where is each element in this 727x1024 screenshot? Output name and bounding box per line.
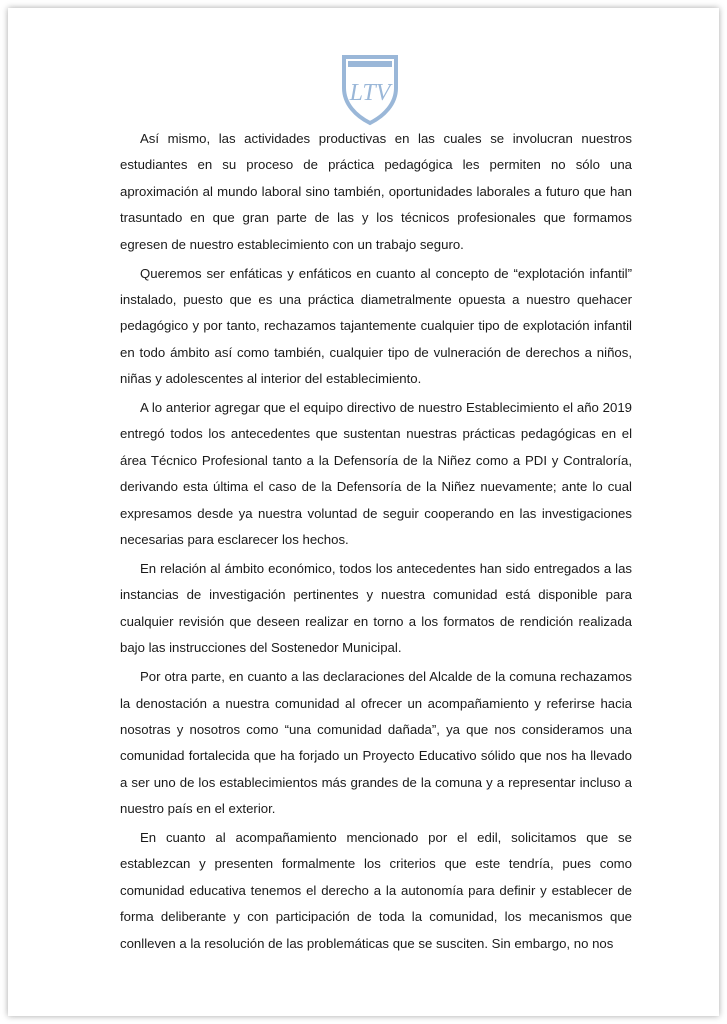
paragraph: En relación al ámbito económico, todos los antecedentes han sido entregados a las instancias de investigación pertinentes y nuestra comunidad está disponible para cualquier revisión que deseen realizar en torno a los formatos de rendición realizada bajo las instrucciones del Sostenedor Municipal. xyxy=(120,561,632,656)
paragraph: En cuanto al acompañamiento mencionado por el edil, solicitamos que se establezcan y presenten formalmente los criterios que este tendría, pues como comunidad educativa tenemos el derecho a la autonomía para definir y establecer de forma deliberante y con participación de toda la comunidad, los mecanismos que conlleven a la resolución de las problemáticas que se susciten. Sin embargo, no nos xyxy=(120,830,632,951)
paragraph: Así mismo, las actividades productivas en las cuales se involucran nuestros estudiantes en su proceso de práctica pedagógica les permiten no sólo una aproximación al mundo laboral sino también, oportunidades laborales a futuro que han trasuntado en que gran parte de las y los técnicos profesionales que formamos egresen de nuestro establecimiento con un trabajo seguro. xyxy=(120,131,632,252)
paragraph: Queremos ser enfáticas y enfáticos en cuanto al concepto de “explotación infantil” instalado, puesto que es una práctica diametralmente opuesta a nuestro quehacer pedagógico y por tanto, rechazamos tajantemente cualquier tipo de explotación infantil en todo ámbito así como también, cualquier tipo de vulneración de derechos a niños, niñas y adolescentes al interior del establecimiento. xyxy=(120,265,632,387)
paragraph: A lo anterior agregar que el equipo directivo de nuestro Establecimiento el año 2019 entregó todos los antecedentes que sustentan nuestras prácticas pedagógicas en el área Técnico Profesional tanto a la Defensoría de la Niñez como a PDI y Contraloría, derivando esta última el caso de la Defensoría de la Niñez nuevamente; ante lo cual expresamos desde ya nuestra voluntad de seguir cooperando en las investigaciones necesarias para esclarecer los hechos. xyxy=(120,400,632,548)
letter-body xyxy=(120,126,632,957)
school-crest-logo xyxy=(339,52,401,126)
document-page xyxy=(8,8,719,1016)
svg-text:LTV: LTV xyxy=(349,80,391,106)
paragraph: Por otra parte, en cuanto a las declaraciones del Alcalde de la comuna rechazamos la denostación a nuestra comunidad al ofrecer un acompañamiento y referirse hacia nosotras y nosotros como “una comunidad dañada”, ya que nos consideramos una comunidad fortalecida que ha forjado un Proyecto Educativo sólido que nos ha llevado a ser uno de los establecimientos más grandes de la comuna y a representar incluso a nuestro país en el exterior. xyxy=(120,669,632,817)
